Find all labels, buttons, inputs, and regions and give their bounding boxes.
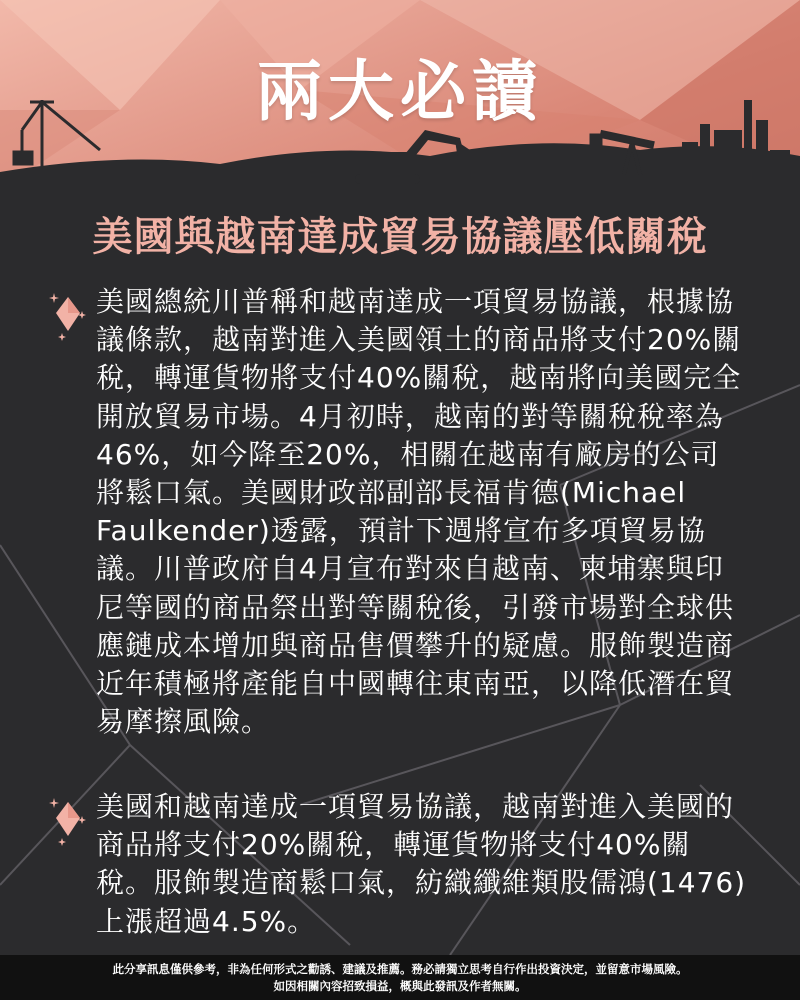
disclaimer-line-1: 此分享訊息僅供參考，非為任何形式之勸誘、建議及推薦。務必請獨立思考自行作出投資決定，並留意市場風險。 xyxy=(112,962,688,976)
disclaimer-line-2: 如因相關內容招致損益，概與此發訊及作者無關。 xyxy=(273,979,527,993)
banner-title: 兩大必讀 xyxy=(256,53,544,130)
headline: 美國與越南達成貿易協議壓低關稅 xyxy=(92,214,708,260)
diamond-bullet-icon xyxy=(48,291,92,351)
news-text: 美國總統川普稱和越南達成一項貿易協議，根據協議條款，越南對進入美國領土的商品將支付20%關稅，轉運貨物將支付40%關稅，越南將向美國完全開放貿易市場。4月初時，越南的對等關稅稅率為46%，如今降至20%，相關在越南有廠房的公司將鬆口氣。美國財政部副部長福肯德(Michael Faulkender)透露，預計下週將宣布多項貿易協議。川普政府自4月宣布對來自越南、柬埔寨與印尼等國的商品祭出對等關稅後，引發市場對全球供應鏈成本增加與商品售價攀升的疑慮。服飾製造商近年積極將產能自中國轉往東南亞，以降低潛在貿易摩擦風險。 xyxy=(96,285,742,739)
news-item xyxy=(48,283,748,741)
disclaimer-footer xyxy=(0,955,800,1000)
news-text: 美國和越南達成一項貿易協議，越南對進入美國的商品將支付20%關稅，轉運貨物將支付40%關稅。服飾製造商鬆口氣，紡織纖維類股儒鴻(1476)上漲超過4.5%。 xyxy=(96,790,747,938)
header-banner xyxy=(0,0,800,190)
diamond-bullet-icon xyxy=(48,796,92,856)
news-item xyxy=(48,788,748,941)
